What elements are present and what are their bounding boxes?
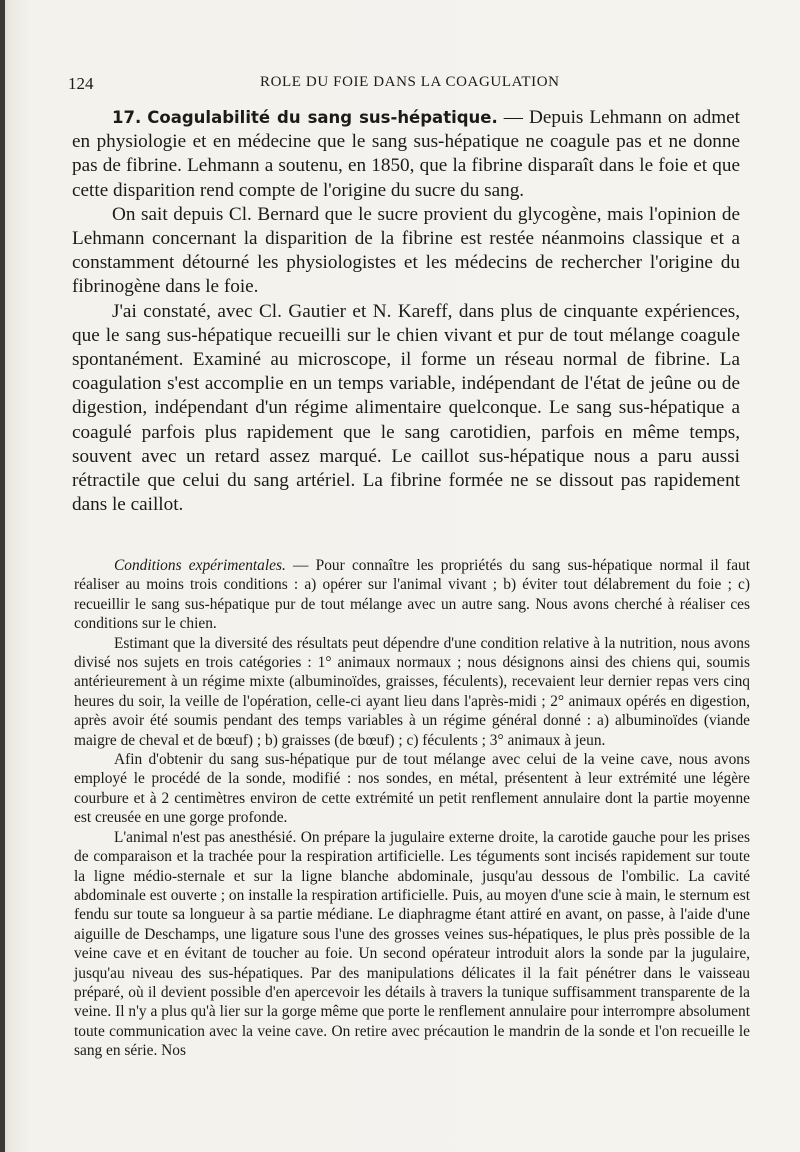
conditions-heading: Conditions expérimentales. — [114, 557, 286, 574]
section-paragraph-1 — [72, 106, 740, 203]
section-paragraph-1-text: — Depuis Lehmann on admet en physiologie et en médecine que le sang sus-hépatique ne coagule pas et ne donne pas de fibrine. Lehmann a soutenu, en 1850, que la fibrine disparaît dans le foie et que cette disparition rend compte de l'origine du sucre du sang. — [72, 107, 741, 201]
page-number: 124 — [68, 74, 94, 93]
section-title: Coagulabilité du sang sus-hépatique. — [147, 108, 498, 127]
binding-gutter — [0, 0, 5, 1152]
conditions-paragraph-4: L'animal n'est pas anesthésié. On prépare la jugulaire externe droite, la carotide gauche pour les prises de comparaison et la trachée pour la respiration artificielle. Les téguments sont incisés rapidement sur toute la ligne médio-sternale et sur la ligne blanche abdominale, jusqu'au dessous de l'ombilic. La cavité abdominale est ouverte ; on installe la respiration artificielle. Puis, au moyen d'une scie à main, le sternum est fendu sur toute sa longueur à sa partie médiane. Le diaphragme étant attiré en avant, on passe, à l'aide d'une aiguille de Deschamps, une ligature sous l'une des grosses veines sus-hépatiques, le plus près possible de la veine cave et en évitant de toucher au foie. Un second opérateur introduit alors la sonde par la jugulaire, jusqu'au niveau des sus-hépatiques. Par des manipulations délicates il la fait pénétrer dans le vaisseau préparé, où il devient possible d'en apercevoir les détails à travers la tunique suffisamment transparente de la veine. Il n'y a plus qu'à lier sur la gorge même que porte le renflement annulaire pour interrompre absolument toute communication avec la veine cave. On retire avec précaution le mandrin de la sonde et l'on recueille le sang en série. Nos — [74, 828, 750, 1060]
conditions-paragraph-1 — [74, 556, 750, 634]
running-header — [64, 72, 744, 94]
conditions-paragraph-1-text: — Pour connaître les propriétés du sang sus-hépatique normal il faut réaliser au moins trois conditions : a) opérer sur l'animal vivant ; b) éviter tout délabrement du foie ; c) recueillir le sang sus-hépatique pur de tout mélange avec un autre sang. Nous avons cherché à réaliser ces conditions sur le chien. — [74, 557, 750, 633]
conditions-paragraph-2: Estimant que la diversité des résultats peut dépendre d'une condition relative à la nutrition, nous avons divisé nos sujets en trois catégories : 1° animaux normaux ; nous désignons ainsi des chiens qui, soumis antérieurement à un régime mixte (albuminoïdes, graisses, féculents), recevaient leur dernier repas vers cinq heures du soir, la veille de l'opération, celle-ci ayant lieu dans l'après-midi ; 2° animaux opérés en digestion, après avoir été soumis pendant des temps variables à un régime général donné : a) albuminoïdes (viande maigre de cheval et de bœuf) ; b) graisses (de bœuf) ; c) féculents ; 3° animaux à jeun. — [74, 634, 750, 749]
section-paragraph-2: On sait depuis Cl. Bernard que le sucre provient du glycogène, mais l'opinion de Lehmann concernant la disparition de la fibrine est restée néanmoins classique et a constamment détourné les physiologistes et les médecins de rechercher l'origine du fibrinogène dans le foie. — [72, 203, 740, 298]
section-number: 17. — [112, 108, 142, 127]
running-title: ROLE DU FOIE DANS LA COAGULATION — [260, 74, 560, 90]
main-body — [72, 106, 740, 517]
section-paragraph-3: J'ai constaté, avec Cl. Gautier et N. Kareff, dans plus de cinquante expériences, que le sang sus-hépatique recueilli sur le chien vivant et pur de tout mélange coagule spontanément. Examiné au microscope, il forme un réseau normal de fibrine. La coagulation s'est accomplie en un temps variable, indépendant de l'état de jeûne ou de digestion, indépendant d'un régime alimentaire quelconque. Le sang sus-hépatique a coagulé parfois plus rapidement que le sang carotidien, parfois en même temps, souvent avec un retard assez marqué. Le caillot sus-hépatique nous a paru aussi rétractile que celui du sang artériel. La fibrine formée ne se dissout pas rapidement dans le caillot. — [72, 300, 740, 516]
experimental-conditions — [74, 556, 750, 1061]
conditions-paragraph-3: Afin d'obtenir du sang sus-hépatique pur de tout mélange avec celui de la veine cave, nous avons employé le procédé de la sonde, modifié : nos sondes, en métal, présentent à leur extrémité une légère courbure et à 2 centimètres environ de cette extrémité un petit renflement annulaire dont la partie moyenne est creusée en une gorge profonde. — [74, 751, 750, 827]
